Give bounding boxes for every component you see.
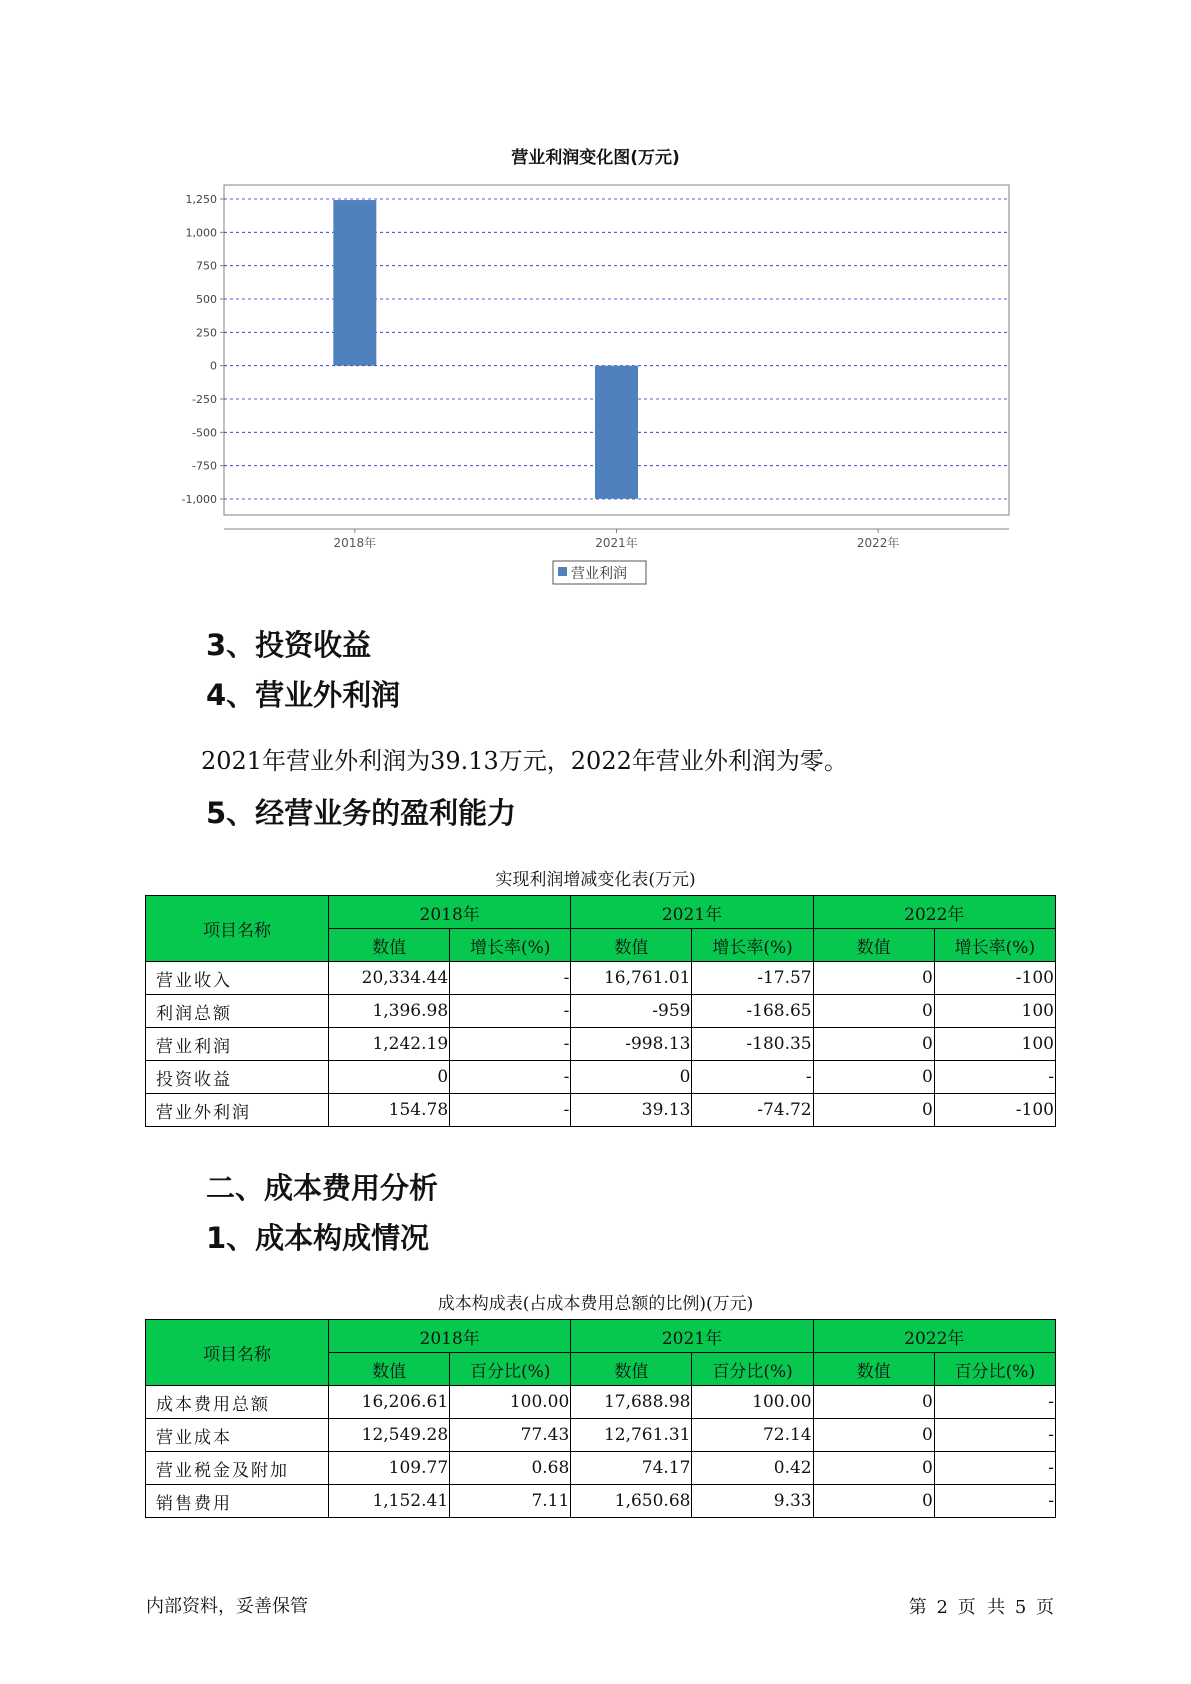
y-tick-label: 500 bbox=[196, 293, 217, 306]
table-cell: 100.00 bbox=[450, 1386, 571, 1419]
legend-swatch bbox=[558, 567, 567, 576]
table-row bbox=[146, 995, 1056, 1028]
table2-body bbox=[146, 1386, 1056, 1518]
table-cell: 16,761.01 bbox=[571, 962, 692, 995]
y-tick-label: 250 bbox=[196, 326, 217, 340]
table-row bbox=[146, 962, 1056, 995]
table-cell: 0.68 bbox=[450, 1452, 571, 1485]
table-cell: 12,761.31 bbox=[571, 1419, 692, 1452]
table1-sub-header: 增长率(%) bbox=[692, 929, 813, 962]
table-cell: 0 bbox=[813, 962, 934, 995]
table-cell: 16,206.61 bbox=[329, 1386, 450, 1419]
table-cell: 9.33 bbox=[692, 1485, 813, 1518]
page-prefix: 第 bbox=[908, 1597, 927, 1618]
section-heading-cost-analysis: 二、成本费用分析 bbox=[206, 1171, 439, 1205]
table-cell: - bbox=[934, 1485, 1055, 1518]
table-cell: -998.13 bbox=[571, 1028, 692, 1061]
table-cell: 1,152.41 bbox=[329, 1485, 450, 1518]
table-cell: - bbox=[934, 1452, 1055, 1485]
y-tick-label: 750 bbox=[196, 259, 217, 273]
table2-year-header: 2022年 bbox=[813, 1320, 1055, 1353]
table-row bbox=[146, 1419, 1056, 1452]
section-heading-profitability: 5、经营业务的盈利能力 bbox=[206, 796, 517, 830]
non-operating-profit-paragraph: 2021年营业外利润为39.13万元，2022年营业外利润为零。 bbox=[201, 747, 848, 775]
row-label: 营业税金及附加 bbox=[146, 1452, 329, 1485]
table-cell: - bbox=[934, 1061, 1055, 1094]
table1-year-header: 2018年 bbox=[329, 896, 571, 929]
table-cell: 1,650.68 bbox=[571, 1485, 692, 1518]
x-tick-label: 2018年 bbox=[333, 536, 377, 550]
table1-body bbox=[146, 962, 1056, 1127]
table-cell: 0 bbox=[813, 1485, 934, 1518]
table-cell: 100 bbox=[934, 995, 1055, 1028]
row-label: 营业成本 bbox=[146, 1419, 329, 1452]
table1-sub-header: 数值 bbox=[571, 929, 692, 962]
row-label: 营业外利润 bbox=[146, 1094, 329, 1127]
table-cell: 1,242.19 bbox=[329, 1028, 450, 1061]
table-cell: 17,688.98 bbox=[571, 1386, 692, 1419]
table2-name-header: 项目名称 bbox=[146, 1320, 329, 1386]
chart-title: 营业利润变化图(万元) bbox=[511, 148, 680, 168]
table-cell: 72.14 bbox=[692, 1419, 813, 1452]
table-cell: -180.35 bbox=[692, 1028, 813, 1061]
table1-year-header: 2021年 bbox=[571, 896, 813, 929]
row-label: 利润总额 bbox=[146, 995, 329, 1028]
table-cell: - bbox=[450, 1061, 571, 1094]
table-cell: -100 bbox=[934, 1094, 1055, 1127]
footer-confidential-note: 内部资料，妥善保管 bbox=[146, 1596, 308, 1617]
table-cell: - bbox=[692, 1061, 813, 1094]
section-heading-cost-structure: 1、成本构成情况 bbox=[206, 1221, 430, 1255]
table-cell: 12,549.28 bbox=[329, 1419, 450, 1452]
table2-year-header: 2018年 bbox=[329, 1320, 571, 1353]
table-cell: 109.77 bbox=[329, 1452, 450, 1485]
page-current: 2 bbox=[936, 1597, 948, 1618]
row-label: 销售费用 bbox=[146, 1485, 329, 1518]
table-cell: - bbox=[450, 995, 571, 1028]
table-cell: 0.42 bbox=[692, 1452, 813, 1485]
table1-sub-header: 数值 bbox=[329, 929, 450, 962]
table-cell: 74.17 bbox=[571, 1452, 692, 1485]
table-cell: - bbox=[934, 1419, 1055, 1452]
table-row bbox=[146, 1485, 1056, 1518]
section-heading-non-operating-profit: 4、营业外利润 bbox=[206, 678, 401, 712]
table1-sub-header: 增长率(%) bbox=[450, 929, 571, 962]
table-cell: 154.78 bbox=[329, 1094, 450, 1127]
table-cell: 0 bbox=[813, 1452, 934, 1485]
table-cell: -168.65 bbox=[692, 995, 813, 1028]
legend-label: 营业利润 bbox=[571, 566, 627, 582]
row-label: 营业收入 bbox=[146, 962, 329, 995]
page-suffix: 页 bbox=[1036, 1597, 1054, 1618]
table-row bbox=[146, 1386, 1056, 1419]
table-cell: 39.13 bbox=[571, 1094, 692, 1127]
table-cell: - bbox=[450, 1094, 571, 1127]
y-tick-label: -500 bbox=[192, 426, 217, 440]
table-cell: 0 bbox=[813, 1419, 934, 1452]
table-row bbox=[146, 1061, 1056, 1094]
table-cell: 0 bbox=[813, 995, 934, 1028]
table-cell: 100.00 bbox=[692, 1386, 813, 1419]
table-cell: -74.72 bbox=[692, 1094, 813, 1127]
row-label: 投资收益 bbox=[146, 1061, 329, 1094]
table2-sub-header: 百分比(%) bbox=[692, 1353, 813, 1386]
page-total: 5 bbox=[1014, 1597, 1027, 1618]
page-mid: 页 共 bbox=[957, 1597, 1006, 1618]
table-row bbox=[146, 1094, 1056, 1127]
table-cell: 7.11 bbox=[450, 1485, 571, 1518]
table-cell: 0 bbox=[813, 1028, 934, 1061]
table-cell: 0 bbox=[813, 1061, 934, 1094]
table2-sub-header: 百分比(%) bbox=[934, 1353, 1055, 1386]
table-cell: 77.43 bbox=[450, 1419, 571, 1452]
table1-caption: 实现利润增减变化表(万元) bbox=[495, 870, 696, 890]
table2-caption: 成本构成表(占成本费用总额的比例)(万元) bbox=[437, 1294, 754, 1314]
y-tick-label: -250 bbox=[192, 393, 217, 406]
table-cell: 1,396.98 bbox=[329, 995, 450, 1028]
bar bbox=[595, 366, 638, 499]
y-tick-label: 1,250 bbox=[185, 193, 217, 206]
table-cell: -17.57 bbox=[692, 962, 813, 995]
table-cell: -100 bbox=[934, 962, 1055, 995]
operating-profit-chart bbox=[0, 0, 1191, 600]
y-tick-label: 1,000 bbox=[185, 226, 217, 240]
table-cell: 0 bbox=[813, 1386, 934, 1419]
table1-sub-header: 增长率(%) bbox=[934, 929, 1055, 962]
table-cell: 20,334.44 bbox=[329, 962, 450, 995]
table-cell: - bbox=[450, 962, 571, 995]
y-tick-label: -750 bbox=[192, 459, 217, 473]
row-label: 营业利润 bbox=[146, 1028, 329, 1061]
table1-name-header: 项目名称 bbox=[146, 896, 329, 962]
table2-sub-header: 百分比(%) bbox=[450, 1353, 571, 1386]
section-heading-investment-income: 3、投资收益 bbox=[206, 628, 372, 662]
table-cell: - bbox=[450, 1028, 571, 1061]
table-cell: 100 bbox=[934, 1028, 1055, 1061]
y-tick-label: -1,000 bbox=[181, 493, 217, 506]
bar bbox=[333, 200, 376, 366]
y-tick-label: 0 bbox=[210, 359, 217, 373]
row-label: 成本费用总额 bbox=[146, 1386, 329, 1419]
table-cell: 0 bbox=[813, 1094, 934, 1127]
footer-page-number bbox=[907, 1593, 1056, 1619]
table-cell: 0 bbox=[329, 1061, 450, 1094]
table1-sub-header: 数值 bbox=[813, 929, 934, 962]
table-row bbox=[146, 1452, 1056, 1485]
table2-sub-header: 数值 bbox=[571, 1353, 692, 1386]
cost-structure-table bbox=[145, 1319, 1056, 1518]
table-cell: - bbox=[934, 1386, 1055, 1419]
profit-change-table bbox=[145, 895, 1056, 1127]
table2-sub-header: 数值 bbox=[329, 1353, 450, 1386]
table-cell: 0 bbox=[571, 1061, 692, 1094]
x-tick-label: 2021年 bbox=[595, 536, 638, 550]
table-cell: -959 bbox=[571, 995, 692, 1028]
table2-sub-header: 数值 bbox=[813, 1353, 934, 1386]
table-row bbox=[146, 1028, 1056, 1061]
x-tick-label: 2022年 bbox=[856, 536, 900, 550]
table1-year-header: 2022年 bbox=[813, 896, 1055, 929]
table2-year-header: 2021年 bbox=[571, 1320, 813, 1353]
